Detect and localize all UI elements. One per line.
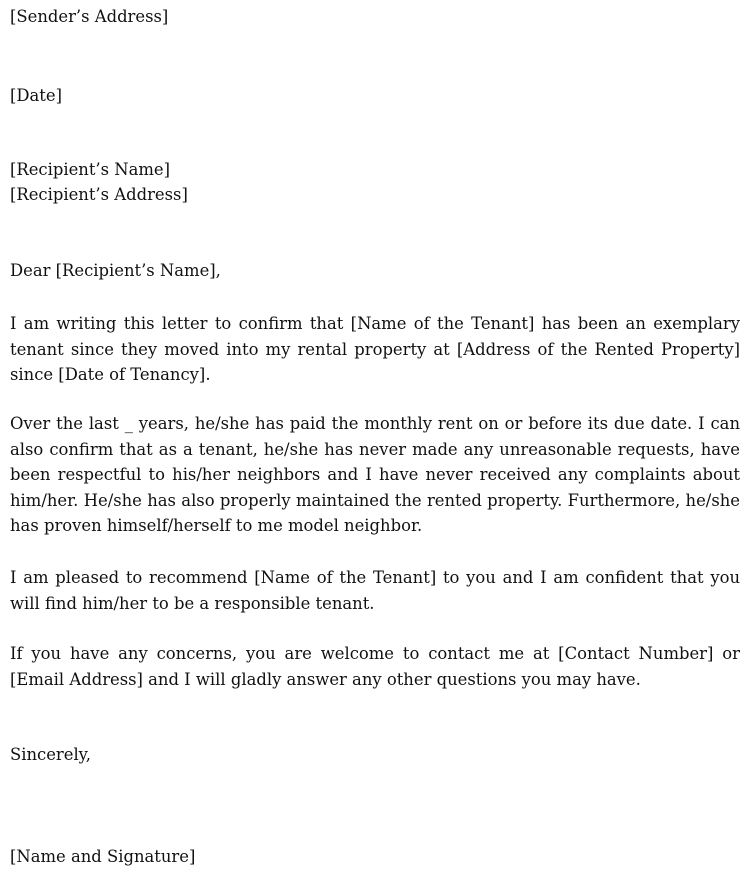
salutation: Dear [Recipient’s Name], [10,261,221,280]
recipient-address: [Recipient’s Address] [10,185,188,204]
recipient-name: [Recipient’s Name] [10,160,171,179]
date: [Date] [10,86,62,105]
body-paragraph-4: If you have any concerns, you are welcome to contact me at [Contact Number] or [Email Address] and I will gladly answer any other questions you may have. [10,644,740,689]
body-paragraph-3: I am pleased to recommend [Name of the Tenant] to you and I am confident that you will find him/her to be a responsible tenant. [10,568,740,613]
body-paragraph-2: Over the last _ years, he/she has paid the monthly rent on or before its due date. I can also confirm that as a tenant, he/she has never made any unreasonable requests, have been respectful to his/her neighbors and I have never received any complaints about him/her. He/she has also properly maintained the rented property. Furthermore, he/she has proven himself/herself to me model neighbor. [10,414,740,535]
body-paragraph-1: I am writing this letter to confirm that [Name of the Tenant] has been an exemplary tenant since they moved into my rental property at [Address of the Rented Property] since [Date of Tenancy]. [10,314,740,384]
sender-address: [Sender’s Address] [10,7,169,26]
signature: [Name and Signature] [10,847,196,866]
closing: Sincerely, [10,745,91,764]
